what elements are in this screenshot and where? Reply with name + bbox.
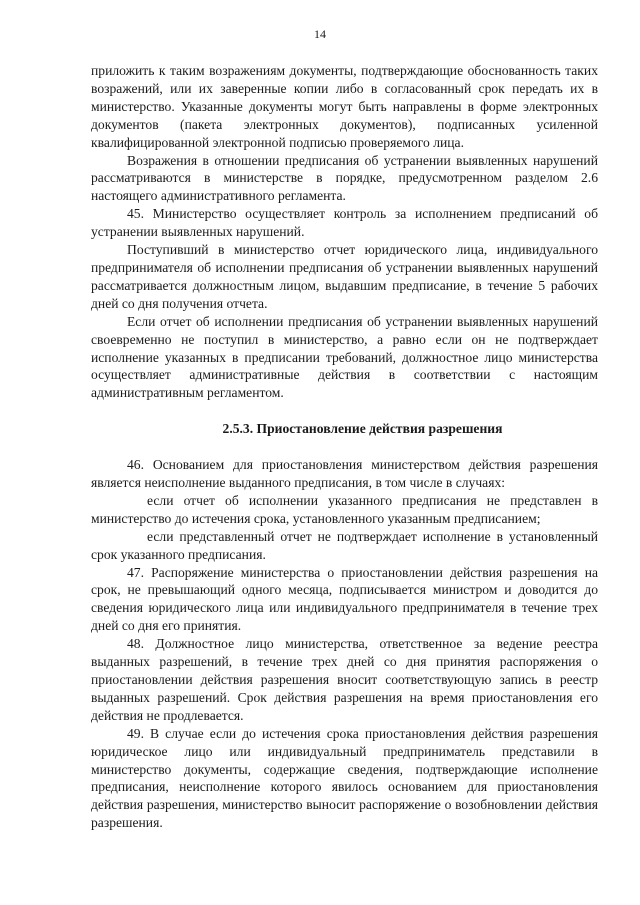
page-number: 14: [314, 27, 326, 41]
paragraph: 48. Должностное лицо министерства, ответственное за ведение реестра выданных разрешений, в течение трех дней со дня принятия распоряжения о приостановлении действия разрешения вносит соответствующую запись в реестр выданных разрешений. Срок действия разрешения на время приостановления его действия не продлевается.: [91, 636, 598, 723]
paragraph: если отчет об исполнении указанного предписания не представлен в министерство до истечения срока, установленного указанным предписанием;: [91, 492, 598, 526]
paragraph: 46. Основанием для приостановления министерством действия разрешения является неисполнение выданного предписания, в том числе в случаях:: [91, 457, 598, 491]
paragraph: если представленный отчет не подтверждает исполнение в установленный срок указанного предписания.: [91, 528, 598, 562]
paragraph: Поступивший в министерство отчет юридического лица, индивидуального предпринимателя об исполнении предписания об устранении выявленных нарушений рассматривается должностным лицом, выдавшим предписание, в течение 5 рабочих дней со дня получения отчета.: [91, 242, 598, 311]
paragraph: 45. Министерство осуществляет контроль за исполнением предписаний об устранении выявленных нарушений.: [91, 206, 598, 240]
section-heading: 2.5.3. Приостановление действия разрешения: [222, 421, 503, 437]
document-body: [91, 62, 598, 832]
paragraph: Если отчет об исполнении предписания об устранении выявленных нарушений своевременно не поступил в министерство, а равно если он не подтверждает исполнение указанных в предписании требований, должностное лицо министерства осуществляет административные действия в соответствии с настоящим административным регламентом.: [91, 313, 598, 401]
paragraph: приложить к таким возражениям документы, подтверждающие обоснованность таких возражений, или их заверенные копии либо в согласованный срок передать их в министерство. Указанные документы могут быть направлены в форме электронных документов (пакета электронных документов), подписанных усиленной квалифицированной электронной подписью проверяемого лица.: [91, 63, 598, 150]
paragraph: 47. Распоряжение министерства о приостановлении действия разрешения на срок, не превышающий одного месяца, подписывается министром и доводится до сведения юридического лица или индивидуального предпринимателя в течение трех дней со дня его принятия.: [91, 564, 598, 634]
paragraph: Возражения в отношении предписания об устранении выявленных нарушений рассматриваются в министерстве в порядке, предусмотренном разделом 2.6 настоящего административного регламента.: [91, 152, 598, 204]
paragraph: 49. В случае если до истечения срока приостановления действия разрешения юридическое лицо или индивидуальный предприниматель представили в министерство документы, содержащие сведения, подтверждающие исполнение предписания, неисполнение которого явилось основанием для приостановления действия разрешения, министерство выносит распоряжение о возобновлении действия разрешения.: [91, 725, 598, 831]
